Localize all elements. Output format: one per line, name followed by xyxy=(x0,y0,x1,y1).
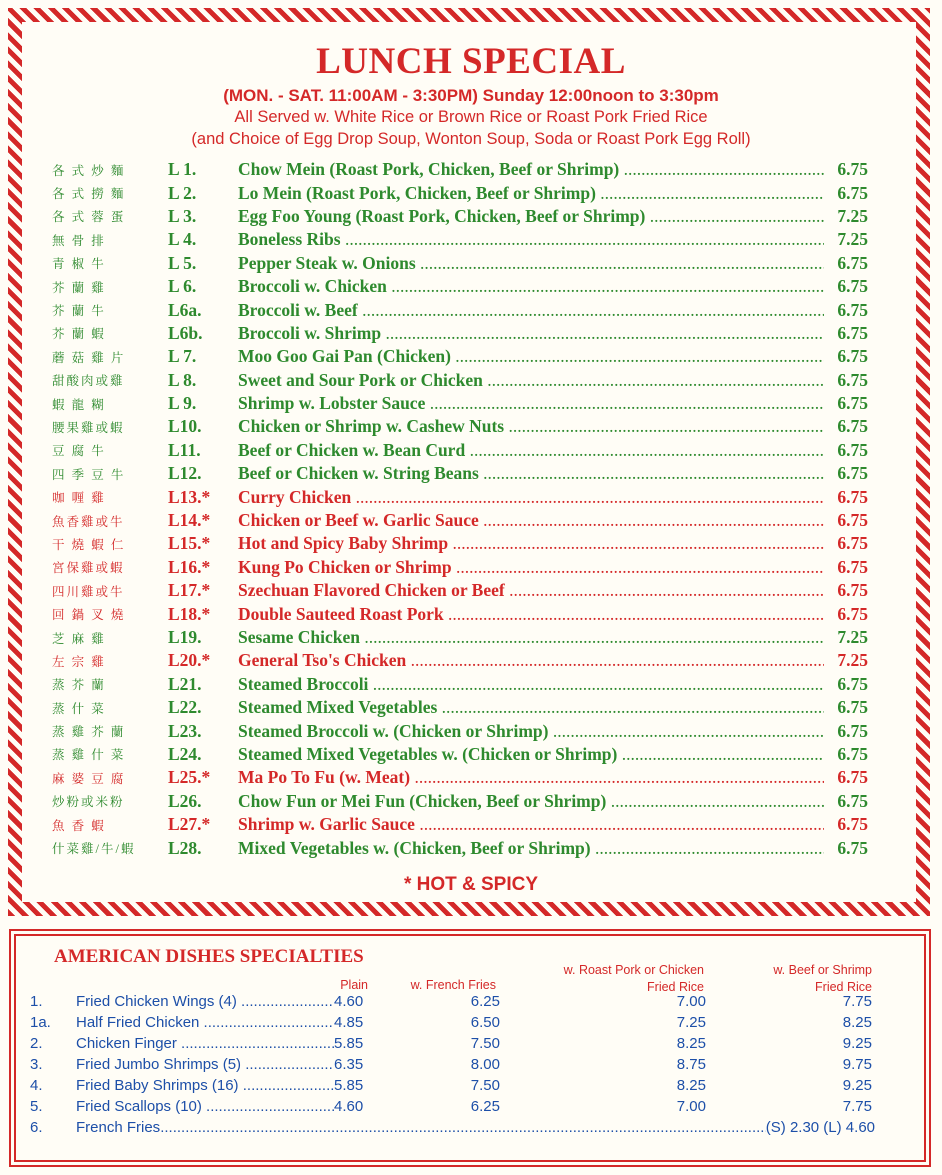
menu-item xyxy=(52,836,868,859)
menu-item xyxy=(52,439,868,462)
menu-item-chinese-name: 四川雞或牛 xyxy=(52,584,125,599)
menu-item-chinese-name: 青 椒 牛 xyxy=(52,257,106,272)
dish-name: Fried Chicken Wings (4) ..... xyxy=(76,993,334,1010)
menu-item xyxy=(52,743,868,766)
menu-item-chinese-name: 蝦 龍 糊 xyxy=(52,397,106,412)
menu-item-price: 6.75 xyxy=(837,486,868,507)
fries-price: 6.25 xyxy=(470,993,500,1010)
plain-price: 4.85 xyxy=(334,1014,364,1031)
menu-item xyxy=(52,205,868,228)
menu-item-name: Kung Po Chicken or Shrimp ..... xyxy=(238,557,824,578)
menu-item-chinese-name: 各 式 炒 麵 xyxy=(52,163,126,178)
menu-item-chinese-name: 四 季 豆 牛 xyxy=(52,467,126,482)
dish-number: 2. xyxy=(30,1035,43,1052)
header-beef-shrimp-rice-2: Fried Rice xyxy=(815,980,872,994)
menu-item-price: 6.75 xyxy=(837,814,868,835)
dish-number: 1a. xyxy=(30,1014,51,1031)
page-title: LUNCH SPECIAL xyxy=(316,41,626,82)
menu-item-price: 6.75 xyxy=(837,837,868,858)
beef-shrimp-rice-price: 9.25 xyxy=(842,1077,872,1094)
menu-item-number: L 2. xyxy=(168,182,197,203)
american-dish-row xyxy=(30,1075,875,1096)
menu-item-number: L23. xyxy=(168,720,202,741)
menu-item-number: L 7. xyxy=(168,346,197,367)
menu-item xyxy=(52,649,868,672)
menu-item-name: Broccoli w. Chicken ..... xyxy=(238,276,824,297)
menu-item-chinese-name: 魚 香 蝦 xyxy=(52,818,106,833)
roast-pork-rice-price: 7.00 xyxy=(676,1098,706,1115)
menu-item-price: 6.75 xyxy=(837,603,868,624)
menu-item-chinese-name: 蒸 雞 芥 蘭 xyxy=(52,725,126,740)
fries-price: 6.25 xyxy=(470,1098,500,1115)
dish-name: Fried Baby Shrimps (16) ..... xyxy=(76,1077,334,1094)
menu-item-name: Steamed Broccoli ..... xyxy=(238,674,824,695)
beef-shrimp-rice-price: 9.75 xyxy=(842,1056,872,1073)
menu-item-price: 6.75 xyxy=(837,510,868,531)
menu-item-chinese-name: 芥 蘭 雞 xyxy=(52,280,106,295)
menu-item-name: Broccoli w. Shrimp ..... xyxy=(238,323,824,344)
menu-item-price: 6.75 xyxy=(837,463,868,484)
dish-number: 6. xyxy=(30,1119,43,1136)
menu-item-number: L 6. xyxy=(168,276,197,297)
menu-item-name: Sesame Chicken ..... xyxy=(238,627,824,648)
menu-item-name: Beef or Chicken w. Bean Curd ..... xyxy=(238,440,824,461)
menu-item-chinese-name: 什菜雞/牛/蝦 xyxy=(52,842,136,857)
menu-item-number: L19. xyxy=(168,627,202,647)
header-french-fries: w. French Fries xyxy=(410,978,496,992)
menu-item xyxy=(52,322,868,345)
roast-pork-rice-price: 7.00 xyxy=(676,993,706,1010)
menu-item-price: 6.75 xyxy=(837,393,868,414)
menu-item-number: L22. xyxy=(168,697,202,718)
menu-item xyxy=(52,696,868,719)
menu-item-name: Egg Foo Young (Roast Pork, Chicken, Beef or Shrimp) ..... xyxy=(238,206,824,227)
menu-item-number: L 3. xyxy=(168,205,197,226)
menu-item-price: 6.75 xyxy=(837,299,868,320)
american-dish-row xyxy=(30,1054,875,1075)
menu-item xyxy=(52,158,868,181)
menu-item-name: Ma Po To Fu (w. Meat) ..... xyxy=(238,767,824,788)
plain-price: 5.85 xyxy=(334,1077,364,1094)
menu-item-name: Beef or Chicken w. String Beans ..... xyxy=(238,463,824,484)
menu-item xyxy=(52,509,868,532)
menu-item-price: 6.75 xyxy=(837,673,868,694)
menu-item-price: 6.75 xyxy=(837,439,868,460)
menu-item-price: 6.75 xyxy=(837,767,868,788)
menu-item-name: General Tso's Chicken ..... xyxy=(238,650,824,671)
dish-name: Half Fried Chicken ..... xyxy=(76,1014,334,1031)
menu-item-number: L21. xyxy=(168,673,202,694)
menu-item-name: Mixed Vegetables w. (Chicken, Beef or Shrimp) ..... xyxy=(238,838,824,859)
menu-item-price: 6.75 xyxy=(837,697,868,718)
menu-item-chinese-name: 蘑 菇 雞 片 xyxy=(52,350,126,365)
menu-item-price: 6.75 xyxy=(837,322,868,343)
menu-item xyxy=(52,719,868,742)
dish-number: 4. xyxy=(30,1077,43,1094)
plain-price: 4.60 xyxy=(334,1098,364,1115)
menu-item xyxy=(52,275,868,298)
menu-item-number: L6a. xyxy=(168,299,202,320)
menu-item-number: L11. xyxy=(168,439,201,460)
menu-item-price: 7.25 xyxy=(837,229,868,250)
dish-name: Chicken Finger ..... xyxy=(76,1035,334,1052)
leader-dots xyxy=(160,1119,766,1136)
menu-item-number: L26. xyxy=(168,790,202,811)
menu-item-price: 6.75 xyxy=(837,369,868,390)
menu-item xyxy=(52,813,868,836)
french-fries-price: (S) 2.30 (L) 4.60 xyxy=(765,1119,875,1136)
roast-pork-rice-price: 7.25 xyxy=(676,1014,706,1031)
menu-item-number: L 4. xyxy=(168,229,197,250)
fries-price: 8.00 xyxy=(470,1056,500,1073)
dish-number: 5. xyxy=(30,1098,43,1115)
plain-price: 6.35 xyxy=(334,1056,364,1073)
menu-item-price: 7.25 xyxy=(837,627,868,647)
menu-item-name: Shrimp w. Lobster Sauce ..... xyxy=(238,393,824,414)
menu-item xyxy=(52,626,868,649)
fries-price: 7.50 xyxy=(470,1035,500,1052)
menu-item-name: Chow Fun or Mei Fun (Chicken, Beef or Shrimp) ..... xyxy=(238,791,824,812)
menu-item-number: L25.* xyxy=(168,767,211,788)
menu-item-name: Steamed Mixed Vegetables ..... xyxy=(238,697,824,718)
menu-item-price: 6.75 xyxy=(837,252,868,273)
menu-item xyxy=(52,345,868,368)
menu-item-number: L12. xyxy=(168,463,202,484)
menu-item-chinese-name: 宮保雞或蝦 xyxy=(52,561,125,576)
menu-item-chinese-name: 蒸 芥 蘭 xyxy=(52,678,106,693)
menu-item-price: 6.75 xyxy=(837,416,868,437)
header-plain: Plain xyxy=(340,978,368,992)
beef-shrimp-rice-price: 8.25 xyxy=(842,1014,872,1031)
menu-item-name: Steamed Broccoli w. (Chicken or Shrimp) ..... xyxy=(238,721,824,742)
hours: (MON. - SAT. 11:00AM - 3:30PM) Sunday 12:00noon to 3:30pm xyxy=(223,86,719,105)
menu-item-chinese-name: 無 骨 排 xyxy=(52,233,106,248)
menu-item-name: Chow Mein (Roast Pork, Chicken, Beef or Shrimp) ..... xyxy=(238,159,824,180)
menu-item-number: L 1. xyxy=(168,159,197,180)
menu-item-number: L 8. xyxy=(168,369,197,390)
roast-pork-rice-price: 8.25 xyxy=(676,1077,706,1094)
menu-item-chinese-name: 芥 蘭 牛 xyxy=(52,304,106,319)
plain-price: 4.60 xyxy=(334,993,364,1010)
menu-item-price: 6.75 xyxy=(837,182,868,203)
menu-item-number: L15.* xyxy=(168,533,211,554)
menu-item-number: L13.* xyxy=(168,486,211,507)
menu-item-chinese-name: 炒粉或米粉 xyxy=(52,795,125,810)
choice-note: (and Choice of Egg Drop Soup, Wonton Soup, Soda or Roast Pork Egg Roll) xyxy=(191,130,751,148)
menu-item xyxy=(52,532,868,555)
menu-item-name: Chicken or Beef w. Garlic Sauce ..... xyxy=(238,510,824,531)
menu-item-chinese-name: 各 式 撈 麵 xyxy=(52,187,126,202)
menu-item-price: 6.75 xyxy=(837,556,868,577)
menu-item-price: 6.75 xyxy=(837,743,868,764)
menu-item xyxy=(52,252,868,275)
menu-item-price: 6.75 xyxy=(837,346,868,367)
menu-item-chinese-name: 蒸 什 菜 xyxy=(52,701,106,716)
menu-item-price: 7.25 xyxy=(837,205,868,226)
menu-item-name: Boneless Ribs ..... xyxy=(238,229,824,250)
menu-item-chinese-name: 芥 蘭 蝦 xyxy=(52,327,106,342)
beef-shrimp-rice-price: 7.75 xyxy=(842,993,872,1010)
menu-item-number: L20.* xyxy=(168,650,211,671)
header-roast-pork-rice: w. Roast Pork or Chicken xyxy=(563,963,704,977)
dish-name: Fried Jumbo Shrimps (5) ..... xyxy=(76,1056,334,1073)
menu-item-chinese-name: 各 式 蓉 蛋 xyxy=(52,210,126,225)
menu-item xyxy=(52,228,868,251)
american-dishes-title: AMERICAN DISHES SPECIALTIES xyxy=(54,946,364,967)
french-fries-line xyxy=(76,1119,875,1136)
menu-item-chinese-name: 魚香雞或牛 xyxy=(52,514,125,529)
menu-item xyxy=(52,392,868,415)
menu-item-name: Lo Mein (Roast Pork, Chicken, Beef or Shrimp) ..... xyxy=(238,183,824,204)
menu-item xyxy=(52,602,868,625)
served-with-note: All Served w. White Rice or Brown Rice or Roast Pork Fried Rice xyxy=(234,108,708,126)
menu-item-price: 6.75 xyxy=(837,580,868,601)
menu-item xyxy=(52,485,868,508)
menu-item-price: 6.75 xyxy=(837,159,868,180)
menu-item-chinese-name: 腰果雞或蝦 xyxy=(52,420,125,435)
menu-item-chinese-name: 豆 腐 牛 xyxy=(52,444,106,459)
menu-item-name: Sweet and Sour Pork or Chicken ..... xyxy=(238,370,824,391)
menu-item-name: Steamed Mixed Vegetables w. (Chicken or Shrimp) ..... xyxy=(238,744,824,765)
menu-item-price: 6.75 xyxy=(837,790,868,811)
menu-item-number: L18.* xyxy=(168,603,211,624)
menu-item-price: 7.25 xyxy=(837,650,868,671)
fries-price: 7.50 xyxy=(470,1077,500,1094)
menu-item xyxy=(52,673,868,696)
american-dish-row xyxy=(30,1033,875,1054)
menu-item xyxy=(52,556,868,579)
menu-item-number: L 5. xyxy=(168,252,197,273)
menu-item-number: L27.* xyxy=(168,814,211,835)
dish-name: Fried Scallops (10) ..... xyxy=(76,1098,334,1115)
american-dish-row xyxy=(30,1096,875,1117)
menu-item-price: 6.75 xyxy=(837,276,868,297)
american-dish-row xyxy=(30,1012,875,1033)
menu-item-chinese-name: 芝 麻 雞 xyxy=(52,631,106,646)
fries-price: 6.50 xyxy=(470,1014,500,1031)
menu-item xyxy=(52,415,868,438)
hot-spicy-legend: * HOT & SPICY xyxy=(403,874,539,895)
menu-item-name: Hot and Spicy Baby Shrimp ..... xyxy=(238,533,824,554)
menu-item-name: Curry Chicken ..... xyxy=(238,487,824,508)
menu-item-name: Shrimp w. Garlic Sauce ..... xyxy=(238,814,824,835)
menu-item-number: L 9. xyxy=(168,393,197,414)
menu-item xyxy=(52,766,868,789)
roast-pork-rice-price: 8.75 xyxy=(676,1056,706,1073)
dish-number: 3. xyxy=(30,1056,43,1073)
menu-item-chinese-name: 左 宗 雞 xyxy=(52,654,106,669)
menu-item xyxy=(52,181,868,204)
menu-item xyxy=(52,298,868,321)
menu-item xyxy=(52,462,868,485)
french-fries-row xyxy=(30,1117,875,1138)
header-beef-shrimp-rice: w. Beef or Shrimp xyxy=(773,963,872,977)
menu-item-price: 6.75 xyxy=(837,720,868,741)
header-roast-pork-rice-2: Fried Rice xyxy=(647,980,704,994)
menu-item xyxy=(52,790,868,813)
dish-number: 1. xyxy=(30,993,43,1010)
menu-item-name: Chicken or Shrimp w. Cashew Nuts ..... xyxy=(238,416,824,437)
beef-shrimp-rice-price: 9.25 xyxy=(842,1035,872,1052)
menu-item xyxy=(52,369,868,392)
menu-item-number: L24. xyxy=(168,743,202,764)
menu-item-price: 6.75 xyxy=(837,533,868,554)
menu-item-chinese-name: 咖 喱 雞 xyxy=(52,491,106,506)
menu-item-number: L6b. xyxy=(168,322,203,343)
plain-price: 5.85 xyxy=(334,1035,364,1052)
menu-item-number: L10. xyxy=(168,416,202,437)
menu-item-name: Double Sauteed Roast Pork ..... xyxy=(238,604,824,625)
menu-item-number: L16.* xyxy=(168,556,211,577)
menu-item-name: Szechuan Flavored Chicken or Beef ..... xyxy=(238,580,824,601)
menu-item-chinese-name: 回 鍋 叉 燒 xyxy=(52,608,126,623)
menu-item-number: L28. xyxy=(168,837,202,858)
lunch-menu-list xyxy=(52,158,868,860)
beef-shrimp-rice-price: 7.75 xyxy=(842,1098,872,1115)
menu-item-name: Pepper Steak w. Onions ..... xyxy=(238,253,824,274)
roast-pork-rice-price: 8.25 xyxy=(676,1035,706,1052)
menu-item-name: Broccoli w. Beef ..... xyxy=(238,300,824,321)
menu-item-chinese-name: 麻 婆 豆 腐 xyxy=(52,771,126,786)
menu-item-chinese-name: 甜酸肉或雞 xyxy=(52,374,125,389)
american-dish-row xyxy=(30,991,875,1012)
menu-item-chinese-name: 干 燒 蝦 仁 xyxy=(52,537,126,552)
dish-name: French Fries xyxy=(76,1119,161,1136)
menu-item-number: L14.* xyxy=(168,510,211,531)
menu-item-chinese-name: 蒸 雞 什 菜 xyxy=(52,748,126,763)
menu-item-name: Moo Goo Gai Pan (Chicken) ..... xyxy=(238,346,824,367)
menu-item-number: L17.* xyxy=(168,580,211,601)
menu-item xyxy=(52,579,868,602)
